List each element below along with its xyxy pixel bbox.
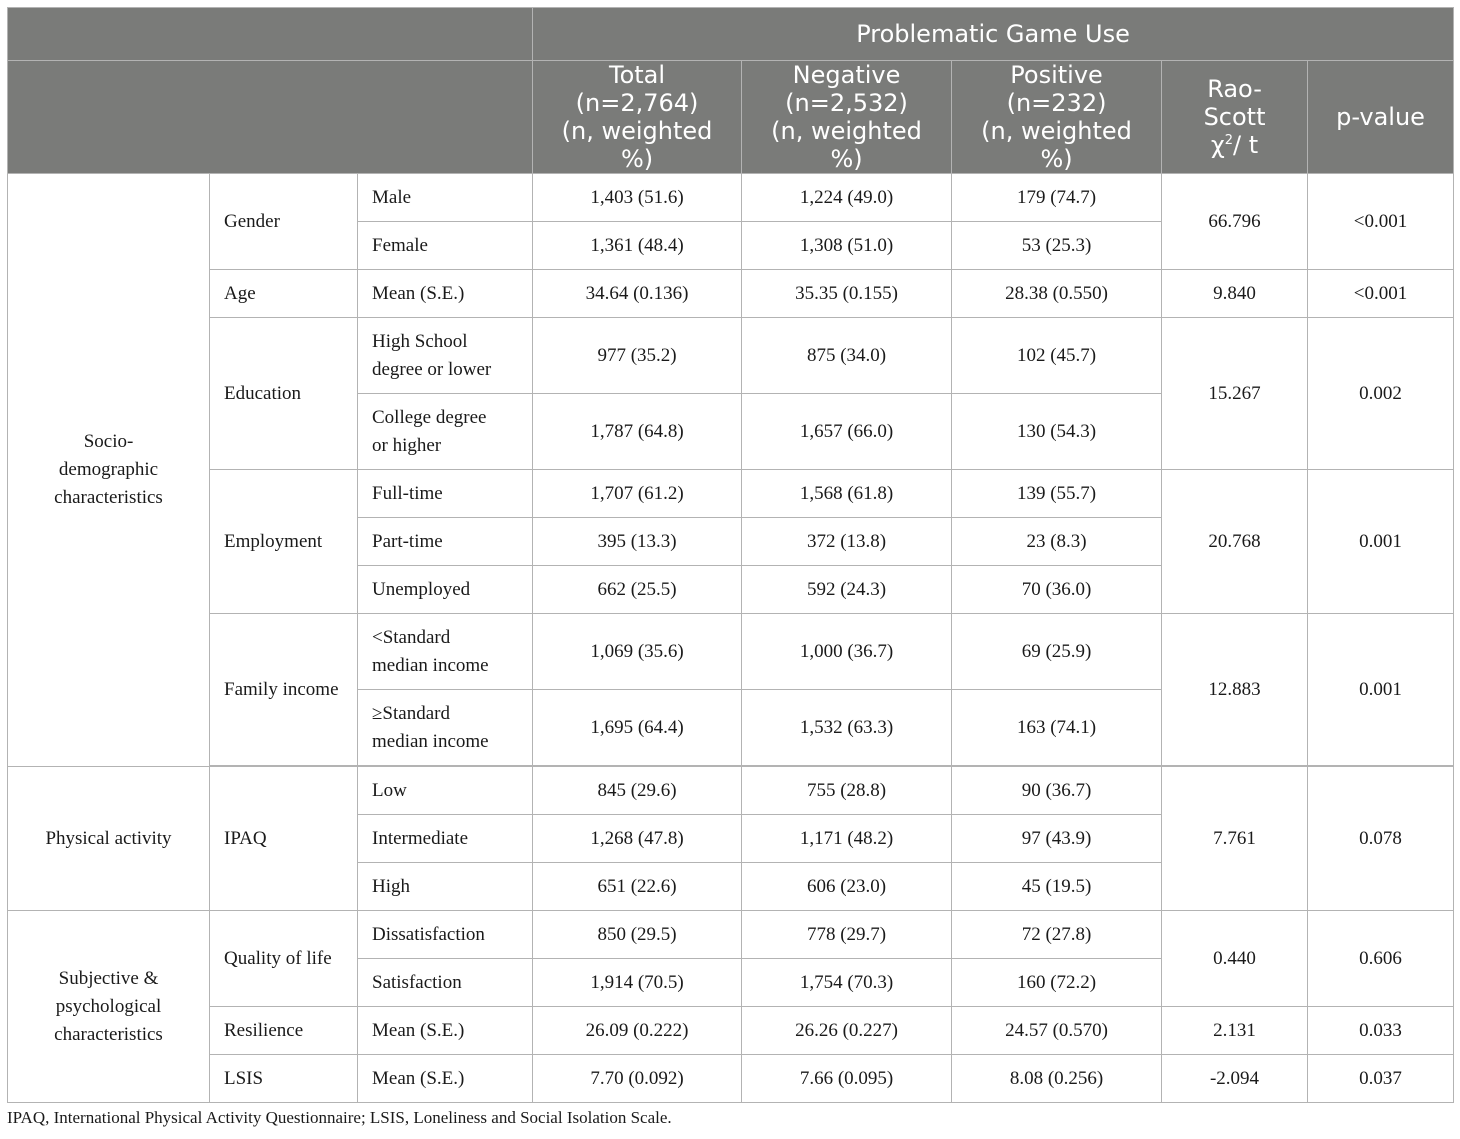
category-label: Mean (S.E.) [358,1007,533,1055]
negative-cell: 26.26 (0.227) [742,1007,952,1055]
p-value-cell: 0.078 [1308,767,1454,911]
total-cell: 1,707 (61.2) [533,470,742,518]
p-value-cell: 0.033 [1308,1007,1454,1055]
table-row [8,470,1454,518]
stat-cell: 0.440 [1162,911,1308,1007]
p-value-cell: 0.037 [1308,1055,1454,1103]
p-value-cell: 0.001 [1308,614,1454,766]
table-row [8,174,1454,222]
negative-cell: 592 (24.3) [742,566,952,614]
positive-cell: 163 (74.1) [952,690,1162,766]
stat-cell: 12.883 [1162,614,1308,766]
negative-cell: 35.35 (0.155) [742,270,952,318]
total-cell: 7.70 (0.092) [533,1055,742,1103]
p-value-cell: 0.606 [1308,911,1454,1007]
header-p-value: p-value [1308,61,1454,174]
table-row [8,767,1454,815]
section-physical-activity: Physical activity [8,767,210,911]
table-row [8,318,1454,394]
total-cell: 850 (29.5) [533,911,742,959]
positive-cell: 139 (55.7) [952,470,1162,518]
table-row [8,1007,1454,1055]
category-label: Dissatisfaction [358,911,533,959]
header-positive: Positive (n=232) (n, weighted %) [952,61,1162,174]
negative-cell: 372 (13.8) [742,518,952,566]
category-label: Mean (S.E.) [358,1055,533,1103]
header-total: Total (n=2,764) (n, weighted %) [533,61,742,174]
positive-cell: 130 (54.3) [952,394,1162,470]
header-rao-scott: Rao- Scott $\chi^2/$ t [1162,61,1308,174]
header-blank [8,8,533,61]
positive-cell: 160 (72.2) [952,959,1162,1007]
header-blank [8,61,533,174]
positive-cell: 45 (19.5) [952,863,1162,911]
negative-cell: 1,308 (51.0) [742,222,952,270]
category-label: College degree or higher [358,394,533,470]
positive-cell: 53 (25.3) [952,222,1162,270]
stat-cell: 15.267 [1162,318,1308,470]
negative-cell: 7.66 (0.095) [742,1055,952,1103]
table-row [8,911,1454,959]
variable-family-income: Family income [210,614,358,766]
category-label: Low [358,767,533,815]
negative-cell: 1,532 (63.3) [742,690,952,766]
negative-cell: 1,754 (70.3) [742,959,952,1007]
positive-cell: 69 (25.9) [952,614,1162,690]
category-label: Mean (S.E.) [358,270,533,318]
total-cell: 1,787 (64.8) [533,394,742,470]
negative-cell: 606 (23.0) [742,863,952,911]
total-cell: 26.09 (0.222) [533,1007,742,1055]
header-row-columns [8,61,1454,174]
negative-cell: 1,224 (49.0) [742,174,952,222]
positive-cell: 179 (74.7) [952,174,1162,222]
negative-cell: 1,000 (36.7) [742,614,952,690]
negative-cell: 778 (29.7) [742,911,952,959]
total-cell: 1,914 (70.5) [533,959,742,1007]
section-subjective-psychological: Subjective & psychological characteristics [8,911,210,1103]
total-cell: 1,695 (64.4) [533,690,742,766]
table-row [8,614,1454,690]
stat-cell: 7.761 [1162,767,1308,911]
positive-cell: 72 (27.8) [952,911,1162,959]
p-value-cell: 0.001 [1308,470,1454,614]
positive-cell: 102 (45.7) [952,318,1162,394]
category-label: ≥Standard median income [358,690,533,766]
total-cell: 651 (22.6) [533,863,742,911]
stat-cell: 20.768 [1162,470,1308,614]
category-label: High School degree or lower [358,318,533,394]
header-negative: Negative (n=2,532) (n, weighted %) [742,61,952,174]
positive-cell: 70 (36.0) [952,566,1162,614]
total-cell: 662 (25.5) [533,566,742,614]
total-cell: 845 (29.6) [533,767,742,815]
table-footnote: IPAQ, International Physical Activity Questionnaire; LSIS, Loneliness and Social Isolation Scale. [7,1108,672,1127]
p-value-cell: <0.001 [1308,174,1454,270]
total-cell: 1,069 (35.6) [533,614,742,690]
stat-cell: 2.131 [1162,1007,1308,1055]
section-socio-demographic: Socio- demographic characteristics [8,174,210,767]
category-label: Full-time [358,470,533,518]
variable-age: Age [210,270,358,318]
variable-gender: Gender [210,174,358,270]
positive-cell: 23 (8.3) [952,518,1162,566]
table-row [8,1055,1454,1103]
category-label: Female [358,222,533,270]
stat-cell: -2.094 [1162,1055,1308,1103]
stat-cell: 9.840 [1162,270,1308,318]
p-value-cell: <0.001 [1308,270,1454,318]
category-label: Part-time [358,518,533,566]
header-group-title: Problematic Game Use [533,8,1454,61]
variable-lsis: LSIS [210,1055,358,1103]
positive-cell: 28.38 (0.550) [952,270,1162,318]
category-label: <Standard median income [358,614,533,690]
table-row [8,270,1454,318]
total-cell: 1,268 (47.8) [533,815,742,863]
negative-cell: 1,568 (61.8) [742,470,952,518]
variable-resilience: Resilience [210,1007,358,1055]
category-label: Intermediate [358,815,533,863]
total-cell: 977 (35.2) [533,318,742,394]
total-cell: 1,403 (51.6) [533,174,742,222]
positive-cell: 24.57 (0.570) [952,1007,1162,1055]
variable-employment: Employment [210,470,358,614]
stat-cell: 66.796 [1162,174,1308,270]
category-label: Satisfaction [358,959,533,1007]
total-cell: 395 (13.3) [533,518,742,566]
positive-cell: 97 (43.9) [952,815,1162,863]
total-cell: 34.64 (0.136) [533,270,742,318]
negative-cell: 1,657 (66.0) [742,394,952,470]
variable-quality-of-life: Quality of life [210,911,358,1007]
category-label: Unemployed [358,566,533,614]
negative-cell: 1,171 (48.2) [742,815,952,863]
header-row-group [8,8,1454,61]
results-table [7,7,1454,1103]
category-label: Male [358,174,533,222]
total-cell: 1,361 (48.4) [533,222,742,270]
positive-cell: 90 (36.7) [952,767,1162,815]
positive-cell: 8.08 (0.256) [952,1055,1162,1103]
variable-education: Education [210,318,358,470]
p-value-cell: 0.002 [1308,318,1454,470]
negative-cell: 755 (28.8) [742,767,952,815]
variable-ipaq: IPAQ [210,767,358,911]
category-label: High [358,863,533,911]
negative-cell: 875 (34.0) [742,318,952,394]
